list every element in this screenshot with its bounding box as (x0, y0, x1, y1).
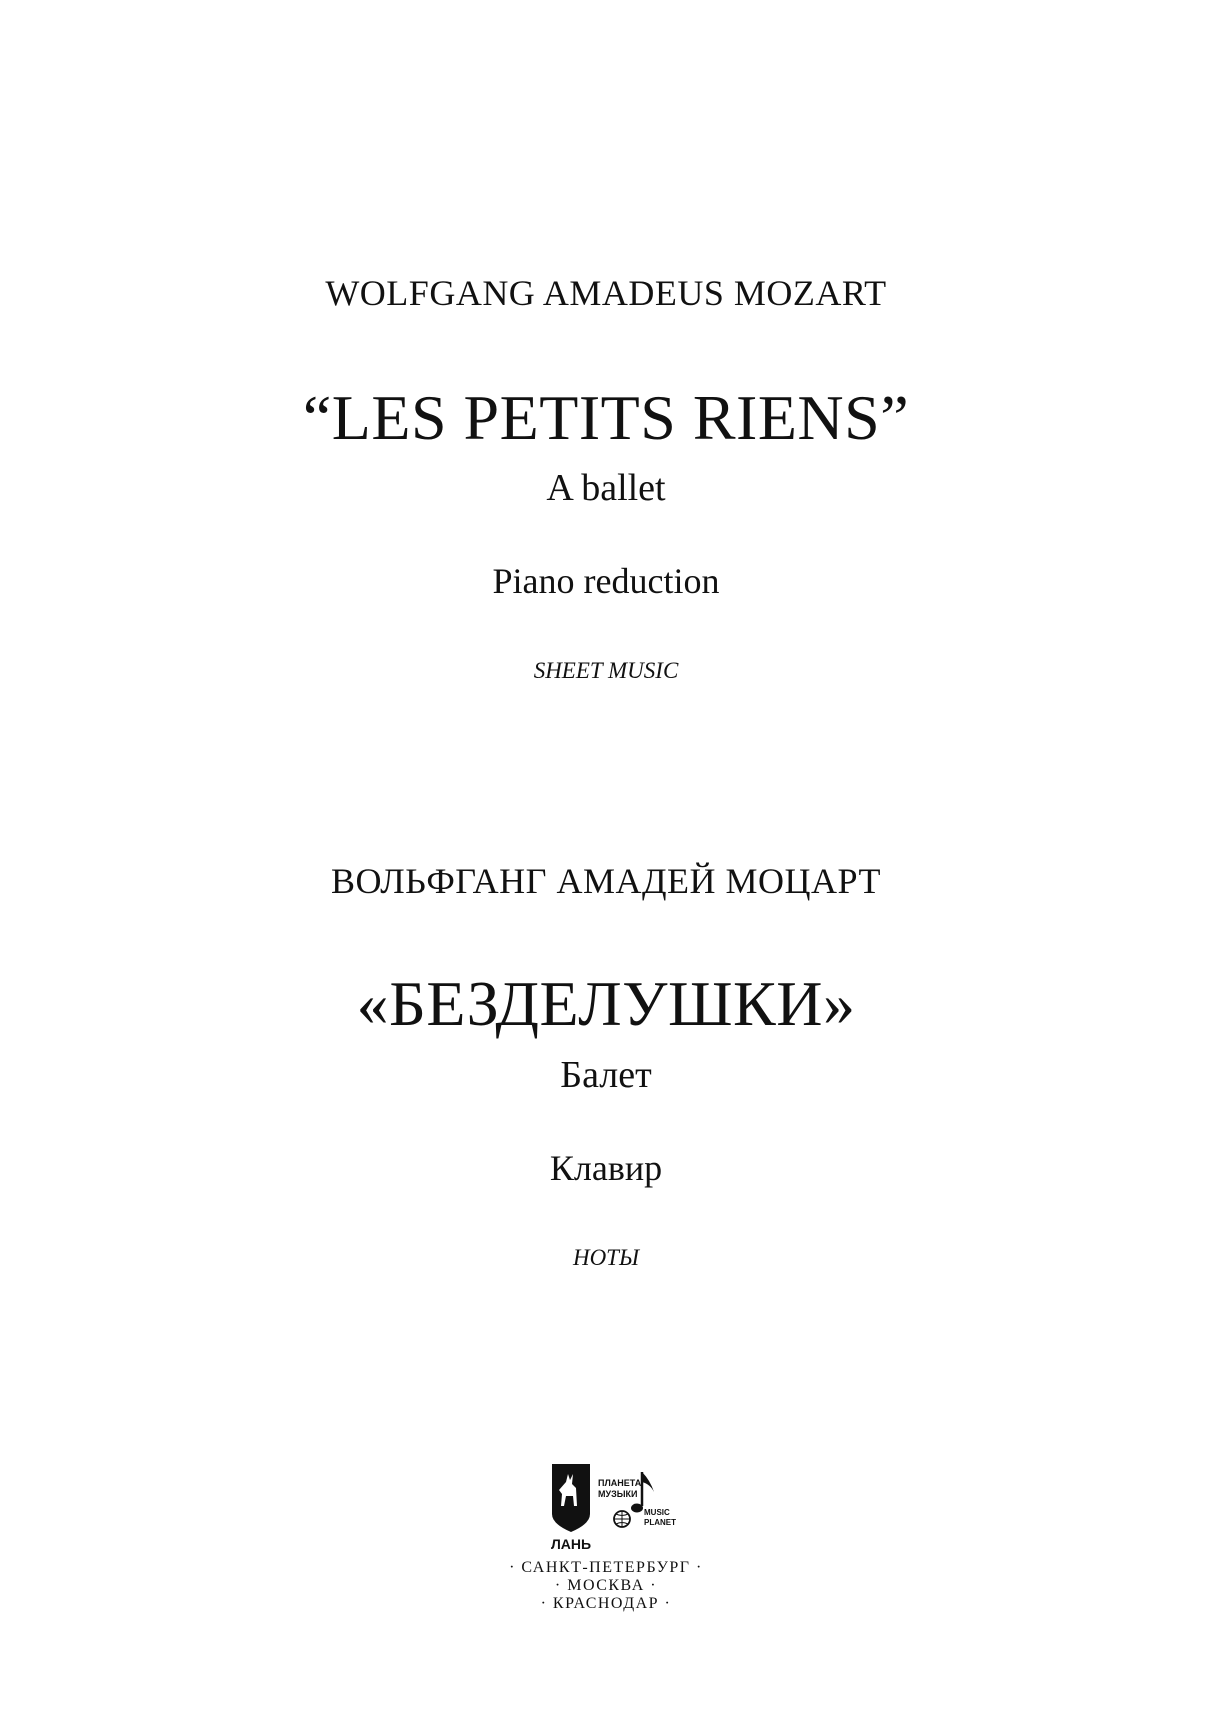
work-title-ru: «БЕЗДЕЛУШКИ» (356, 968, 856, 1039)
publication-kind-en: SHEET MUSIC (533, 658, 679, 683)
lan-deer-icon (552, 1464, 590, 1532)
music-planet-text-2: PLANET (644, 1518, 676, 1527)
work-subtitle-en: A ballet (546, 467, 666, 509)
edition-type-ru: Клавир (549, 1148, 663, 1188)
globe-icon (614, 1511, 630, 1527)
work-title-en: “LES PETITS RIENS” (302, 382, 910, 453)
lan-logo-text: ЛАНЬ (550, 1536, 592, 1552)
city-line: · КРАСНОДАР · (540, 1595, 672, 1612)
city-line: · МОСКВА · (554, 1577, 658, 1594)
work-subtitle-ru: Балет (560, 1054, 652, 1096)
planet-logo-text-2: МУЗЫКИ (598, 1489, 638, 1499)
city-line: · САНКТ-ПЕТЕРБУРГ · (509, 1559, 703, 1576)
edition-type-en: Piano reduction (492, 561, 720, 601)
planet-logo-text-1: ПЛАНЕТА (598, 1478, 642, 1488)
publication-kind-ru: НОТЫ (572, 1245, 640, 1270)
composer-name-en: WOLFGANG AMADEUS MOZART (325, 273, 887, 313)
music-planet-text-1: MUSIC (644, 1508, 670, 1517)
composer-name-ru: ВОЛЬФГАНГ АМАДЕЙ МОЦАРТ (331, 861, 881, 901)
publisher-logo (550, 1462, 680, 1554)
